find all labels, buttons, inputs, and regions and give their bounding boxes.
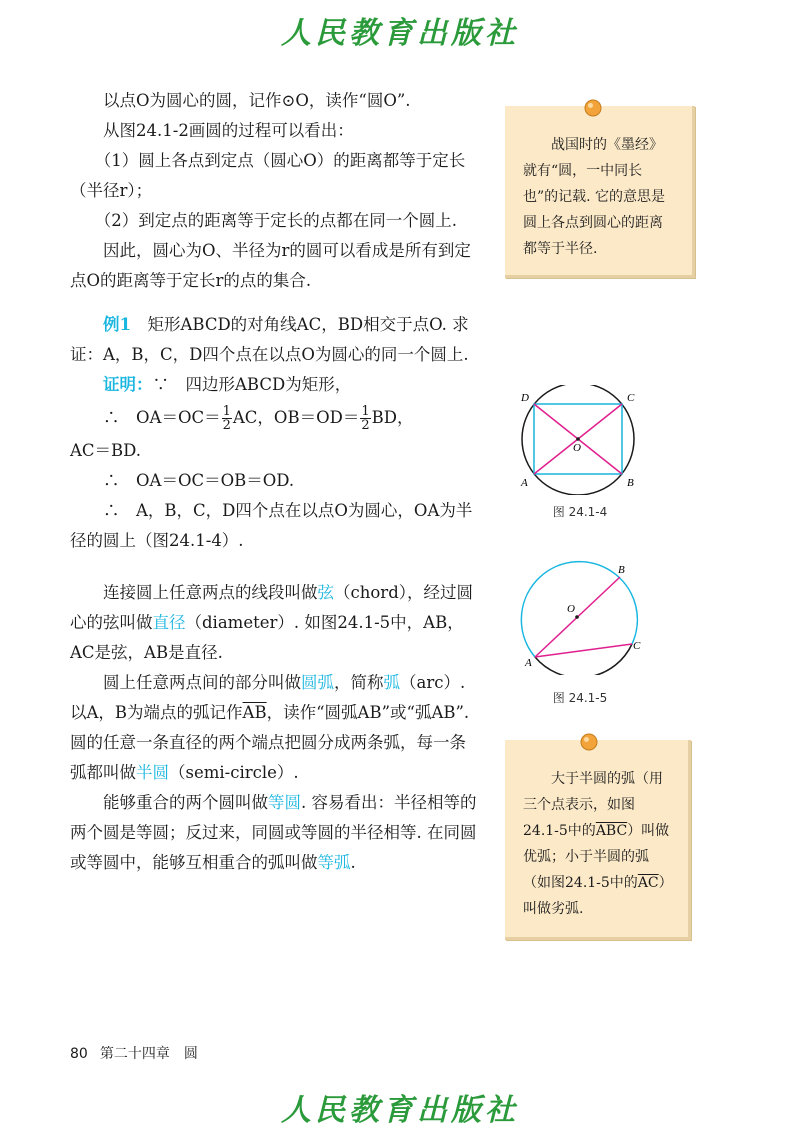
chord-ac [535,644,632,657]
proof-line-1: 证明：∵ 四边形ABCD为矩形， [103,375,352,394]
label-a: A [521,477,528,489]
figure-caption-24-1-5: 图 24.1-5 [552,691,608,705]
label-a: A [525,657,532,669]
label-d: D [521,392,529,404]
label-o: O [573,442,581,454]
paragraph-conclusion: 因此，圆心为O、半径为r的圆可以看成是所有到定点O的距离等于定长r的点的集合. [70,241,471,290]
fraction-half-2: $\frac{1}{2}$ [361,404,370,433]
keyword-arc-short: 弧 [383,673,400,692]
figure-24-1-5 [505,560,655,675]
arc-symbol-ac: $\overline{AC}$ [637,875,659,891]
side-note-arcs [505,740,691,940]
page-number: 80 [70,1046,88,1062]
publisher-logo-top: 人民教育出版社 [281,16,519,51]
label-b: B [618,564,625,576]
label-b: B [627,477,634,489]
label-c: C [627,392,635,404]
fraction-half: $\frac{1}{2}$ [222,404,231,433]
publisher-logo-bottom: 人民教育出版社 [281,1093,519,1128]
paragraph-equal-circles: 能够重合的两个圆叫做等圆. 容易看出：半径相等的两个圆是等圆；反过来，同圆或等圆的半径相等. 在同圆或等圆中，能够互相重合的弧叫做等弧. [70,793,477,872]
arc-symbol-ab: $\overline{AB}$ [242,703,267,722]
figure-24-1-4 [505,385,655,495]
note-text: 战国时的《墨经》就有“圆，一中同长也”的记载. 它的意思是圆上各点到圆心的距离都等于半径. [523,137,666,257]
keyword-equal-arc: 等弧 [317,853,351,872]
minor-arc-ac [535,644,632,675]
paragraph-arc: 圆上任意两点间的部分叫做圆弧，简称弧（arc）. 以A，B为端点的弧记作$\overline{AB}$，读作“圆弧AB”或“弧AB”. 圆的任意一条直径的两个端点把圆分成两条弧，每一条弧都叫做半圆（semi-circle）. [70,673,470,782]
label-c: C [633,640,641,652]
figure-caption-24-1-4: 图 24.1-4 [552,505,608,519]
keyword-equal-circle: 等圆 [268,793,301,812]
example-label: 例1 [103,315,131,334]
keyword-diameter: 直径 [152,613,186,632]
pushpin-icon [578,730,600,752]
chapter-title: 第二十四章 圆 [99,1046,198,1062]
list-item-2: （2）到定点的距离等于定长的点都在同一个圆上. [103,211,457,230]
example-1: 例1 矩形ABCD的对角线AC，BD相交于点O. 求证：A，B，C，D四个点在以点O为圆心的同一个圆上. [70,315,469,364]
side-note-mojing [505,106,695,278]
keyword-chord: 弦 [317,583,334,602]
note-text: 大于半圆的弧（用三个点表示，如图24.1-5中的$\overline{ABC}$）叫做优弧；小于半圆的弧（如图24.1-5中的$\overline{AC}$）叫做劣弧. [523,771,670,917]
main-text [70,86,478,878]
proof-line-4: ∴ OA＝OC＝OB＝OD. [103,471,295,490]
page-footer [70,1043,198,1063]
list-item-1: （1）圆上各点到定点（圆心O）的距离都等于定长（半径r）； [70,151,466,200]
proof-line-3: AC＝BD. [70,441,142,460]
paragraph-chord: 连接圆上任意两点的线段叫做弦（chord），经过圆心的弦叫做直径（diameter）. 如图24.1-5中，AB，AC是弦，AB是直径. [70,583,474,662]
paragraph-definition: 以点O为圆心的圆，记作⊙O，读作“圆O”. [103,91,411,110]
pushpin-icon [582,96,604,118]
keyword-semicircle: 半圆 [136,763,169,782]
paragraph-observation: 从图24.1-2画圆的过程可以看出： [103,121,354,140]
keyword-arc: 圆弧 [301,673,334,692]
proof-line-2: ∴ OA＝OC＝ $\frac{1}{2}$ AC，OB＝OD＝ $\frac{1}{2}$ BD， [103,404,414,433]
proof-label: 证明： [103,375,153,394]
arc-symbol-abc: $\overline{ABC}$ [595,823,628,839]
label-o: O [567,603,575,615]
proof-line-5: ∴ A，B，C，D四个点在以点O为圆心，OA为半径的圆上（图24.1-4）. [70,501,473,550]
